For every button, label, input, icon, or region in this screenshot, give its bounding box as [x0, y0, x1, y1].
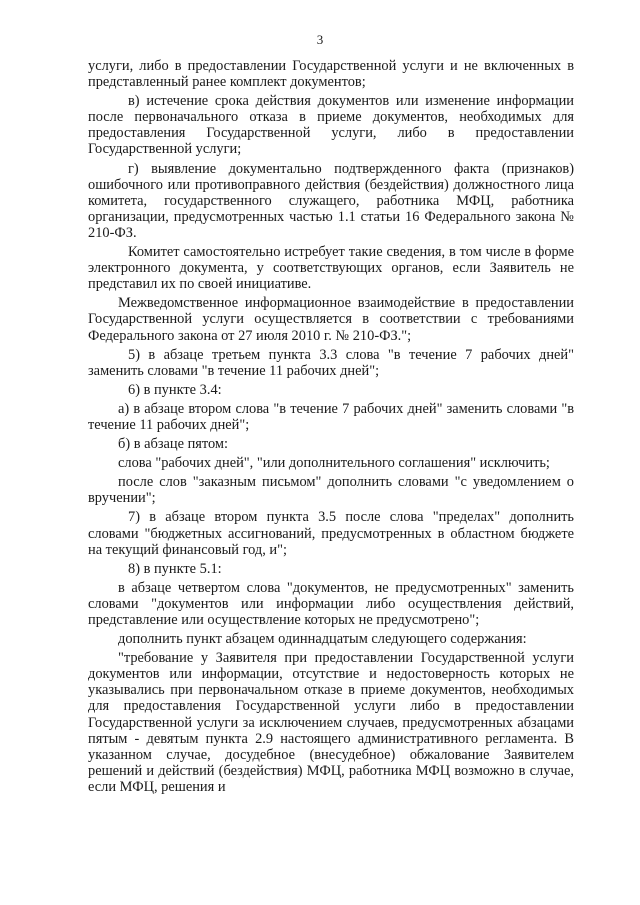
- page-number: 3: [316, 32, 324, 47]
- paragraph: б) в абзаце пятом:: [118, 436, 229, 453]
- paragraph: после слов "заказным письмом" дополнить словами "с уведомлением о вручении";: [88, 474, 574, 507]
- paragraph: в) истечение срока действия документов или изменение информации после первоначального отказа в приеме документов, необходимых для предоставления Государственной услуги, либо в предоставлении Государственной услуги;: [88, 93, 574, 158]
- paragraph: 7) в абзаце втором пункта 3.5 после слова "пределах" дополнить словами "бюджетных ассигнований, предусмотренных в областном бюджете на текущий финансовый год, и";: [88, 509, 574, 558]
- paragraph: г) выявление документально подтвержденного факта (признаков) ошибочного или противоправного действия (бездействия) должностного лица комитета, государственного служащего, работника МФЦ, работника организации, предусмотренных частью 1.1 статьи 16 Федерального закона № 210-ФЗ.: [88, 160, 574, 241]
- paragraph: "требование у Заявителя при предоставлении Государственной услуги документов или информации, отсутствие и недостоверность которых не указывались при первоначальном отказе в приеме документов, необходимых для предоставления Государственной услуги либо в предоставлении Государственной услуги за исключением случаев, предусмотренных абзацами пятым - девятым пункта 2.9 настоящего административного регламента. В указанном случае, досудебное (внесудебное) обжалование Заявителем решений и действий (бездействия) МФЦ, работника МФЦ возможно в случае, если МФЦ, решения и: [88, 650, 574, 795]
- paragraph: 8) в пункте 5.1:: [128, 560, 222, 577]
- paragraph: Комитет самостоятельно истребует такие сведения, в том числе в форме электронного документа, у соответствующих органов, если Заявитель не представил их по своей инициативе.: [88, 244, 574, 293]
- paragraph: 5) в абзаце третьем пункта 3.3 слова "в течение 7 рабочих дней" заменить словами "в течение 11 рабочих дней";: [88, 346, 574, 379]
- paragraph: а) в абзаце втором слова "в течение 7 рабочих дней" заменить словами "в течение 11 рабочих дней";: [88, 400, 574, 433]
- paragraph: 6) в пункте 3.4:: [128, 381, 222, 398]
- paragraph: дополнить пункт абзацем одиннадцатым следующего содержания:: [118, 631, 527, 648]
- paragraph: слова "рабочих дней", "или дополнительного соглашения" исключить;: [118, 455, 550, 472]
- document-body: [88, 58, 574, 798]
- paragraph: услуги, либо в предоставлении Государственной услуги и не включенных в представленный ранее комплект документов;: [88, 58, 574, 91]
- paragraph: Межведомственное информационное взаимодействие в предоставлении Государственной услуги осуществляется в соответствии с требованиями Федерального закона от 27 июля 2010 г. № 210-ФЗ.";: [88, 295, 574, 344]
- paragraph: в абзаце четвертом слова "документов, не предусмотренных" заменить словами "документов или информации либо осуществления действий, представление или осуществление которых не предусмотрено";: [88, 579, 574, 628]
